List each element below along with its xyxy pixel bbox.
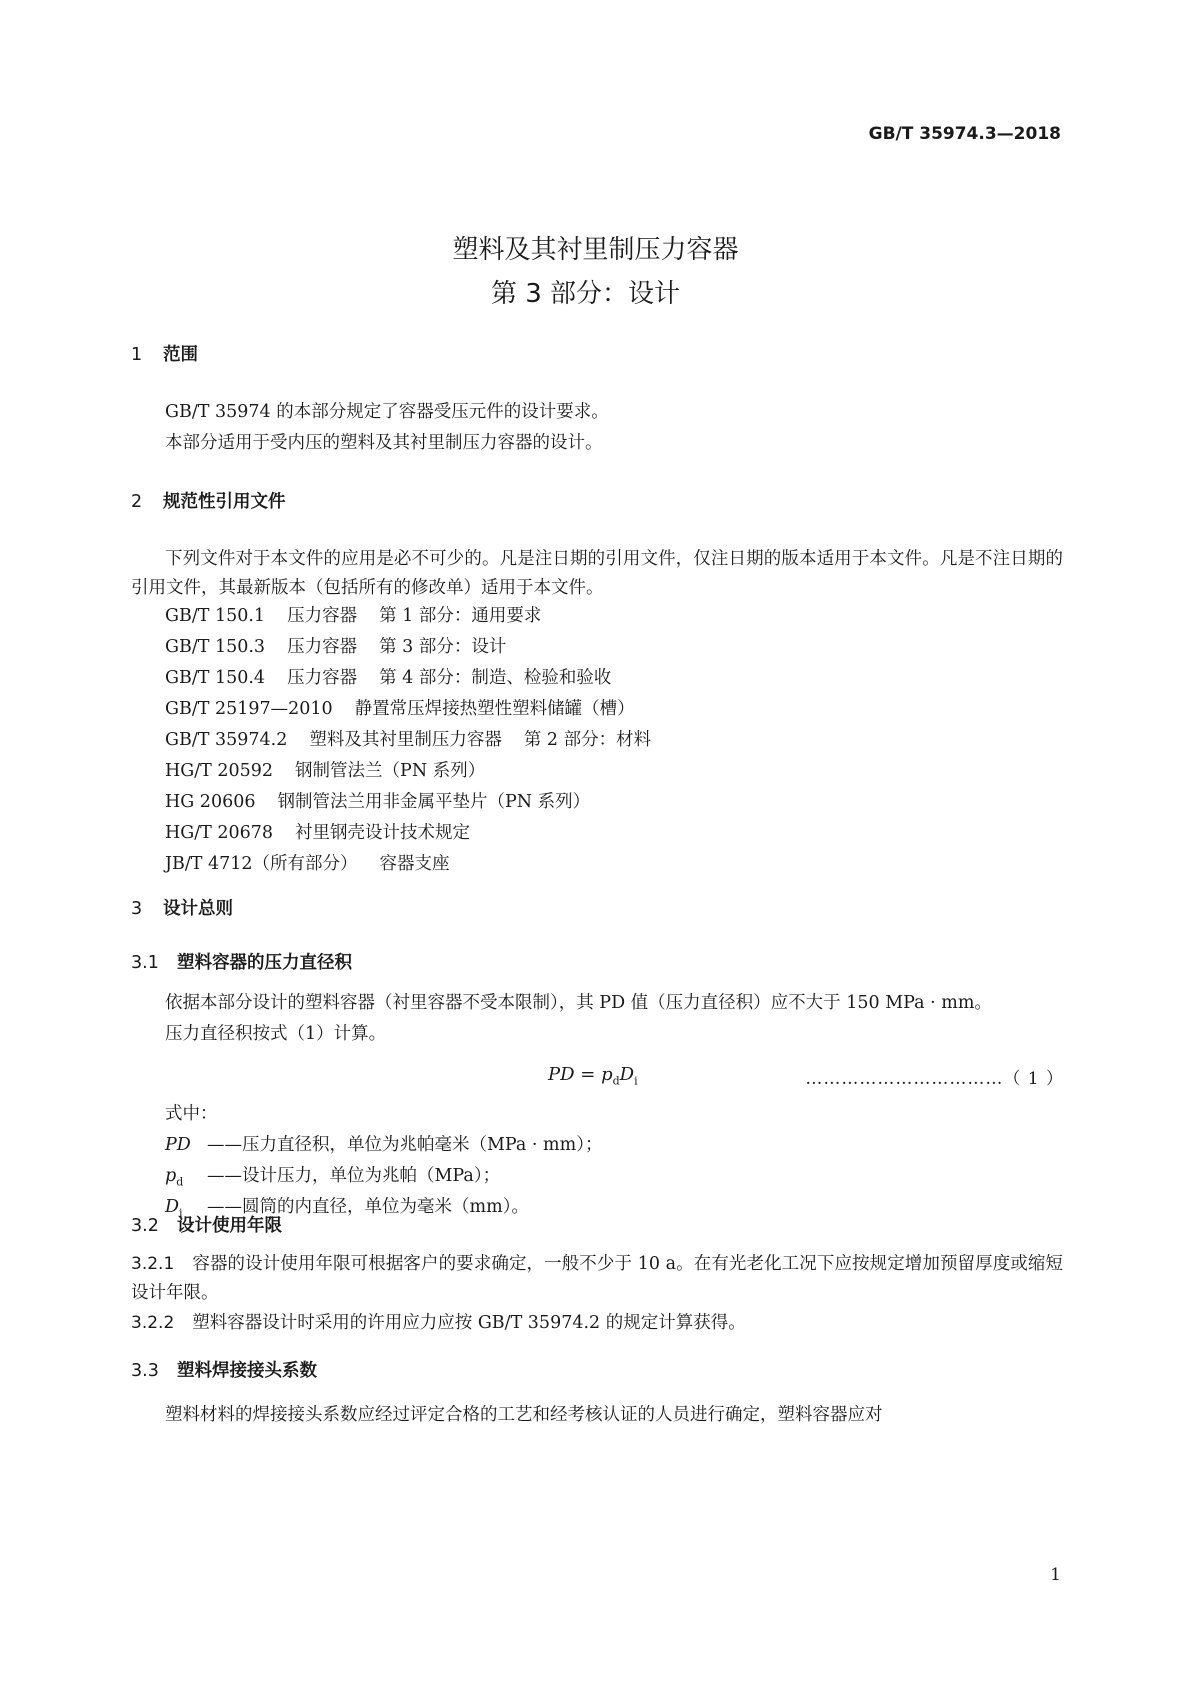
- reference-item: HG 20606 钢制管法兰用非金属平垫片（PN 系列）: [165, 792, 591, 812]
- reference-list: [165, 601, 657, 880]
- formula-number: ……………………………（ 1 ）: [805, 1069, 1064, 1089]
- variable-definitions: [165, 1130, 602, 1223]
- reference-item: GB/T 25197—2010 静置常压焊接热塑性塑料储罐（槽）: [165, 699, 635, 719]
- section-1-heading: 1 范围: [131, 345, 198, 365]
- section-2-intro: 下列文件对于本文件的应用是必不可少的。凡是注日期的引用文件，仅注日期的版本适用于本文件。凡是不注日期的引用文件，其最新版本（包括所有的修改单）适用于本文件。: [131, 549, 1063, 598]
- variable-definition: PD ——压力直径积，单位为兆帕毫米（MPa · mm）；: [165, 1135, 603, 1155]
- reference-item: GB/T 150.1 压力容器 第 1 部分：通用要求: [165, 606, 542, 626]
- variable-definition: $p_d$ ——设计压力，单位为兆帕（MPa）；: [165, 1166, 501, 1189]
- standard-number: GB/T 35974.3—2018: [868, 124, 1061, 144]
- document-title: [0, 228, 1191, 316]
- clause-3-2-1: 3.2.1 容器的设计使用年限可根据客户的要求确定，一般不少于 10 a。在有光老化工况下应按规定增加预留厚度或缩短设计年限。: [131, 1254, 1063, 1303]
- where-label: 式中：: [165, 1104, 218, 1124]
- variable-definition: $D_i$ ——圆筒的内直径，单位为毫米（mm）。: [165, 1197, 529, 1220]
- formula-1: PD = $p_dD_i$: [548, 1064, 638, 1088]
- section-3-1-heading: 3.1 塑料容器的压力直径积: [131, 953, 352, 973]
- reference-item: HG/T 20592 钢制管法兰（PN 系列）: [165, 761, 486, 781]
- section-3-1-para-1: 依据本部分设计的塑料容器（衬里容器不受本限制），其 PD 值（压力直径积）应不大于 150 MPa · mm。: [165, 993, 992, 1013]
- reference-item: GB/T 35974.2 塑料及其衬里制压力容器 第 2 部分：材料: [165, 730, 652, 750]
- reference-item: GB/T 150.3 压力容器 第 3 部分：设计: [165, 637, 507, 657]
- reference-item: JB/T 4712（所有部分） 容器支座: [165, 854, 450, 874]
- section-3-2-heading: 3.2 设计使用年限: [131, 1216, 282, 1236]
- section-1-para-2: 本部分适用于受内压的塑料及其衬里制压力容器的设计。: [165, 433, 603, 453]
- section-3-3-heading: 3.3 塑料焊接接头系数: [131, 1361, 317, 1381]
- section-1-para-1: GB/T 35974 的本部分规定了容器受压元件的设计要求。: [165, 402, 609, 422]
- page-number: 1: [1050, 1565, 1061, 1585]
- section-3-heading: 3 设计总则: [131, 899, 233, 919]
- section-2-heading: 2 规范性引用文件: [131, 492, 286, 512]
- reference-item: HG/T 20678 衬里钢壳设计技术规定: [165, 823, 471, 843]
- section-3-3-para-1: 塑料材料的焊接接头系数应经过评定合格的工艺和经考核认证的人员进行确定，塑料容器应对: [165, 1405, 883, 1425]
- reference-item: GB/T 150.4 压力容器 第 4 部分：制造、检验和验收: [165, 668, 612, 688]
- section-3-1-para-2: 压力直径积按式（1）计算。: [165, 1024, 387, 1044]
- clause-3-2-2: 3.2.2 塑料容器设计时采用的许用应力应按 GB/T 35974.2 的规定计算获得。: [131, 1313, 746, 1333]
- title-line-2: 第 3 部分：设计: [490, 279, 681, 309]
- title-line-1: 塑料及其衬里制压力容器: [452, 235, 739, 265]
